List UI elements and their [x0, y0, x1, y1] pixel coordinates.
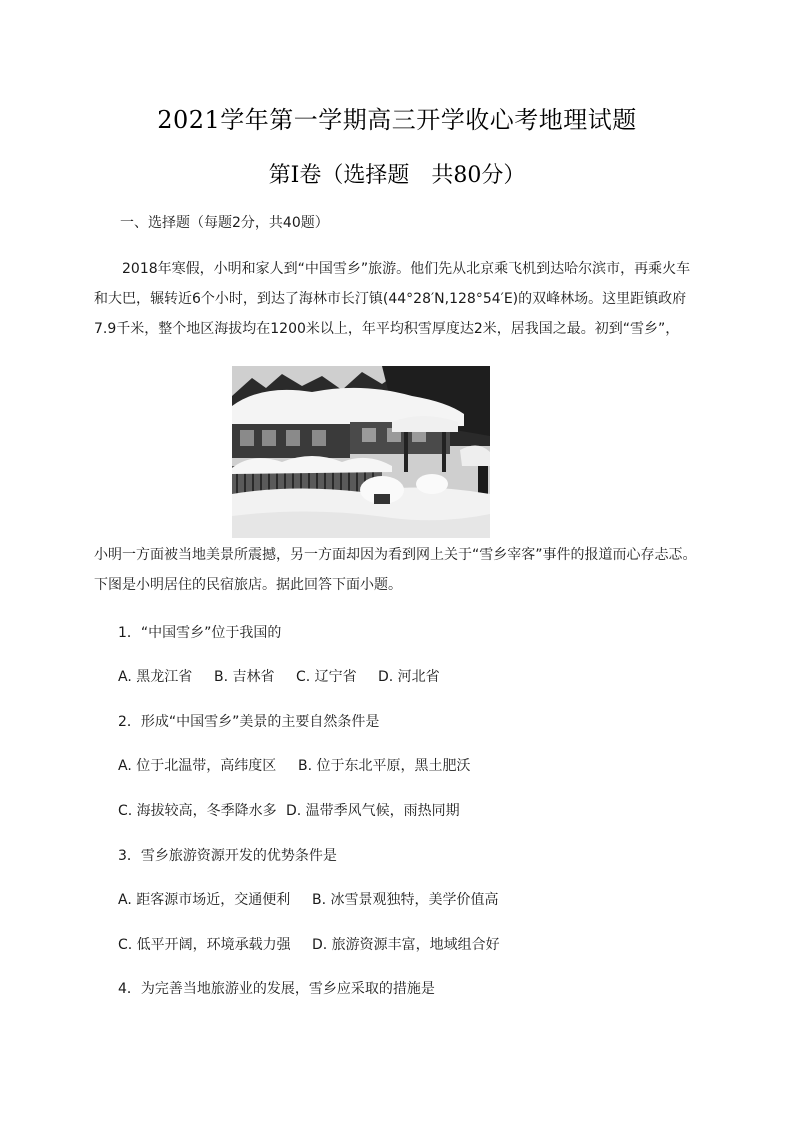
question-3-options	[118, 934, 500, 954]
option-a: A. 位于北温带，高纬度区	[118, 758, 277, 774]
exam-title: 2021学年第一学期高三开学收心考地理试题	[157, 106, 637, 134]
option-b: B. 冰雪景观独特，美学价值高	[312, 892, 499, 908]
question-1-stem: 1．“中国雪乡”位于我国的	[118, 625, 282, 641]
exam-subtitle: 第Ⅰ卷（选择题 共80分）	[268, 163, 526, 188]
question-2-options	[118, 800, 460, 820]
option-c: C. 低平开阔，环境承载力强	[118, 937, 291, 953]
snow-village-photo	[232, 366, 490, 538]
passage-line: 7.9千米，整个地区海拔均在1200米以上，年平均积雪厚度达2米，居我国之最。初到“雪乡”，	[94, 321, 680, 337]
option-a: A. 黑龙江省	[118, 669, 193, 685]
question-4-stem: 4．为完善当地旅游业的发展，雪乡应采取的措施是	[118, 981, 435, 997]
question-1-options	[118, 666, 440, 686]
option-d: D. 河北省	[378, 669, 440, 685]
passage-line: 2018年寒假，小明和家人到“中国雪乡”旅游。他们先从北京乘飞机到达哈尔滨市，再乘火车	[122, 261, 691, 277]
passage-line: 下图是小明居住的民宿旅店。据此回答下面小题。	[94, 577, 402, 593]
option-d: D. 旅游资源丰富，地域组合好	[312, 937, 500, 953]
option-c: C. 海拔较高，冬季降水多	[118, 803, 277, 819]
section-heading: 一、选择题（每题2分，共40题）	[120, 215, 329, 231]
question-2-options	[118, 755, 471, 775]
passage-line: 小明一方面被当地美景所震撼，另一方面却因为看到网上关于“雪乡宰客”事件的报道而心存忐忑。	[94, 547, 697, 563]
passage-line: 和大巴，辗转近6个小时，到达了海林市长汀镇(44°28′N,128°54′E)的双峰林场。这里距镇政府	[94, 291, 687, 307]
snow-village-illustration	[232, 366, 490, 538]
option-a: A. 距客源市场近，交通便利	[118, 892, 291, 908]
option-c: C. 辽宁省	[296, 669, 357, 685]
question-3-options	[118, 889, 499, 909]
question-3-stem: 3．雪乡旅游资源开发的优势条件是	[118, 848, 337, 864]
question-2-stem: 2．形成“中国雪乡”美景的主要自然条件是	[118, 714, 380, 730]
option-d: D. 温带季风气候，雨热同期	[286, 803, 460, 819]
option-b: B. 吉林省	[214, 669, 275, 685]
option-b: B. 位于东北平原，黑土肥沃	[298, 758, 471, 774]
